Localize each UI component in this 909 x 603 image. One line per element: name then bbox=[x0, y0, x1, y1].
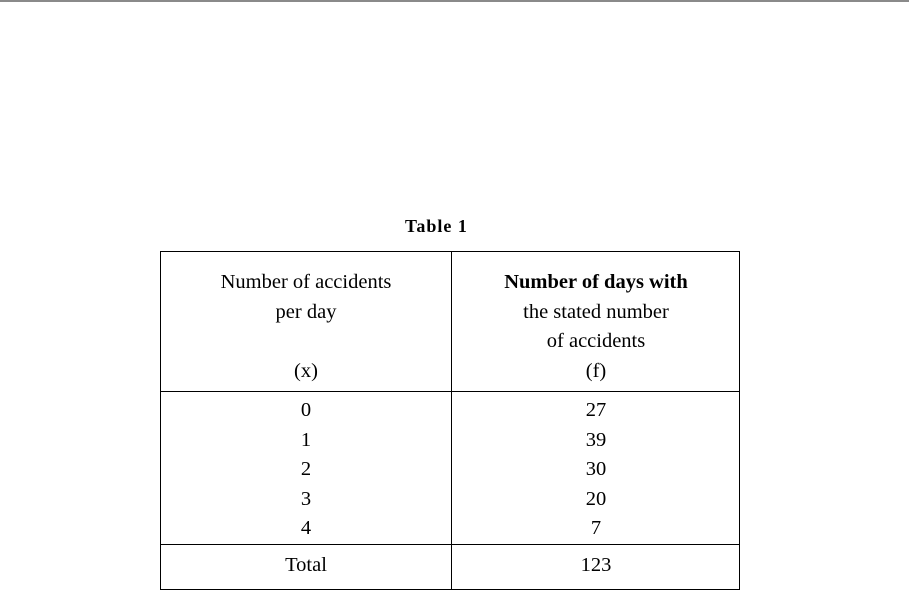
header-days-line: the stated number bbox=[523, 300, 669, 323]
header-accidents-per-day: Number of accidents per day bbox=[220, 271, 392, 323]
total-value: 123 bbox=[580, 554, 612, 576]
table-row-f: 7 bbox=[590, 517, 602, 539]
header-f-symbol: (f) bbox=[585, 360, 607, 382]
table-row-f: 27 bbox=[585, 399, 607, 421]
table-row-f: 39 bbox=[585, 428, 607, 451]
table-row-x: 1 bbox=[300, 428, 312, 451]
top-border-line bbox=[0, 0, 909, 2]
table-row-x: 2 bbox=[300, 458, 312, 480]
header-separator bbox=[161, 391, 739, 392]
table-caption-cropped: Table 1 bbox=[405, 216, 468, 236]
table-row-f: 30 bbox=[585, 458, 607, 480]
header-days-with-accidents bbox=[452, 268, 740, 357]
header-x-symbol: (x) bbox=[294, 360, 318, 382]
table-row-x: 4 bbox=[300, 517, 312, 539]
header-days-line: of accidents bbox=[546, 330, 646, 352]
table-row-x: 3 bbox=[300, 487, 312, 510]
header-days-line: Number of days with bbox=[504, 271, 688, 293]
total-separator bbox=[161, 544, 739, 545]
accidents-column bbox=[161, 396, 451, 544]
total-label: Total bbox=[285, 554, 327, 576]
days-column bbox=[452, 396, 740, 544]
table-row-x: 0 bbox=[300, 399, 312, 421]
frequency-table bbox=[160, 251, 740, 590]
table-row-f: 20 bbox=[585, 487, 607, 510]
